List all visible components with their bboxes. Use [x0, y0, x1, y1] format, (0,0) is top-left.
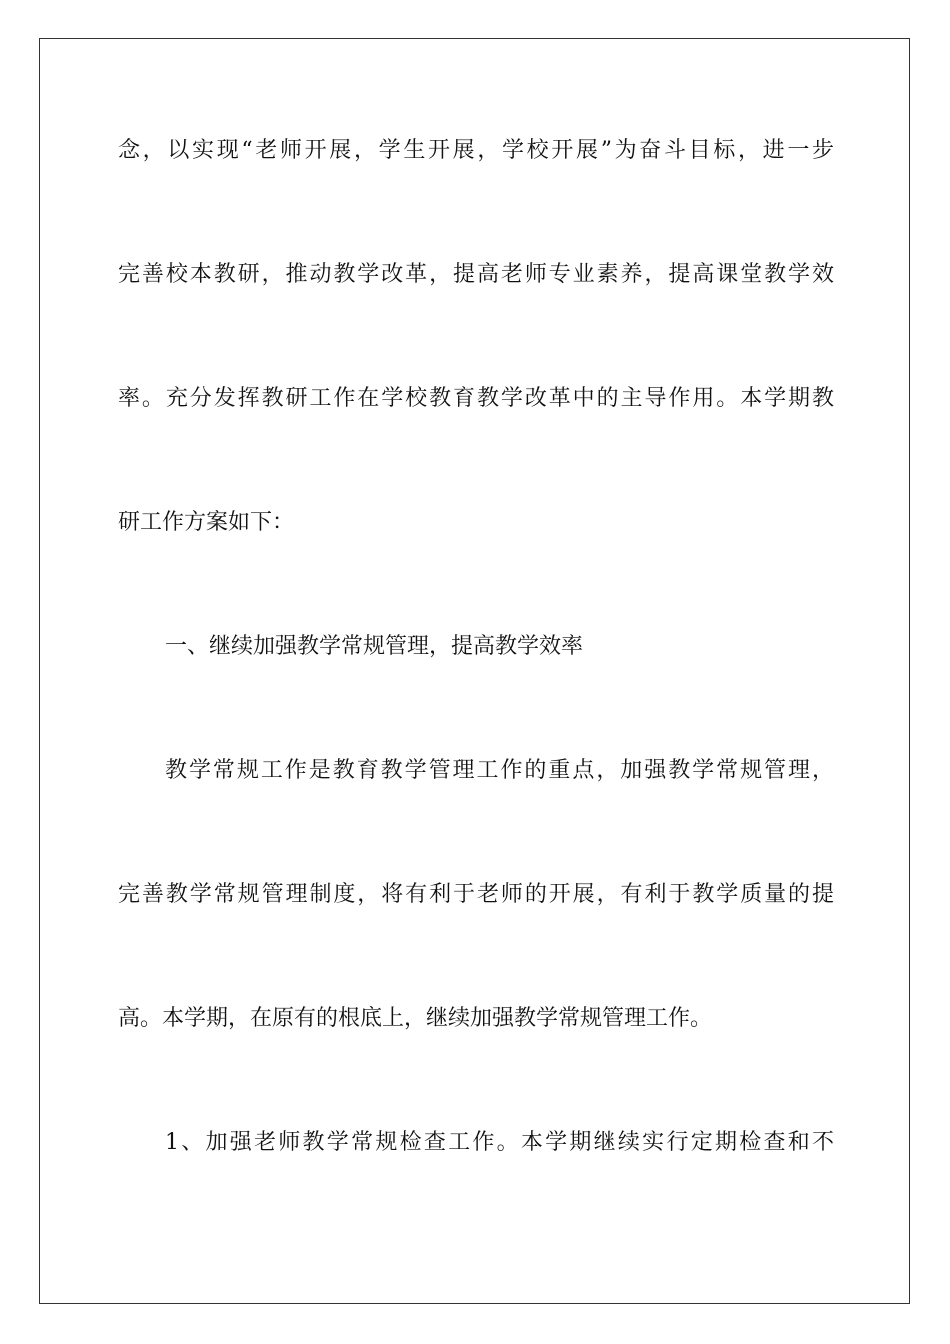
paragraph-line: 念，以实现“老师开展，学生开展，学校开展”为奋斗目标，进一步 — [118, 138, 834, 163]
paragraph-line: 完善校本教研，推动教学改革，提高老师专业素养，提高课堂教学效 — [118, 262, 834, 287]
paragraph-line: 完善教学常规管理制度，将有利于老师的开展，有利于教学质量的提 — [118, 882, 834, 907]
paragraph-line: 教学常规工作是教育教学管理工作的重点，加强教学常规管理， — [165, 758, 834, 783]
paragraph-line: 研工作方案如下： — [118, 510, 295, 535]
paragraph-line: 高。本学期，在原有的根底上，继续加强教学常规管理工作。 — [118, 1006, 713, 1031]
list-item-line: 1、加强老师教学常规检查工作。本学期继续实行定期检查和不 — [165, 1130, 834, 1155]
section-heading: 一、继续加强教学常规管理，提高教学效率 — [165, 634, 584, 659]
page-border — [39, 38, 910, 1304]
paragraph-line: 率。充分发挥教研工作在学校教育教学改革中的主导作用。本学期教 — [118, 386, 834, 411]
